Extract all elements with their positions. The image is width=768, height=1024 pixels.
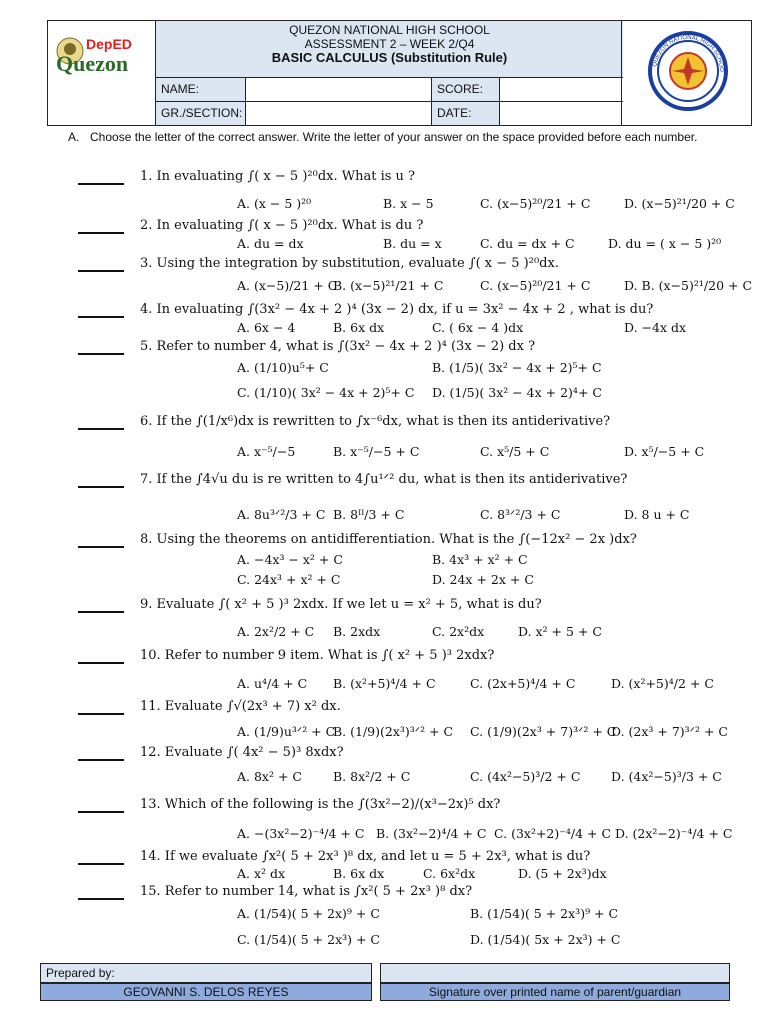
answer-blank[interactable] bbox=[78, 183, 124, 185]
date-label: DATE: bbox=[432, 102, 500, 125]
answer-blank[interactable] bbox=[78, 898, 124, 900]
answer-option: A. x⁻⁵/−5 bbox=[237, 444, 296, 459]
answer-blank[interactable] bbox=[78, 353, 124, 355]
answer-option: A. u⁴/4 + C bbox=[237, 676, 308, 691]
answer-blank[interactable] bbox=[78, 662, 124, 664]
question-stem: 13. Which of the following is the ∫(3x²−2)/(x³−2x)⁵ dx? bbox=[140, 797, 501, 812]
answer-option: C. (x−5)²⁰/21 + C bbox=[480, 278, 591, 293]
answer-option: A. (x−5)/21 + C bbox=[237, 278, 338, 293]
answer-option: C. 2x²dx bbox=[432, 624, 485, 639]
name-label: NAME: bbox=[156, 78, 246, 101]
answer-blank[interactable] bbox=[78, 270, 124, 272]
answer-blank[interactable] bbox=[78, 759, 124, 761]
question-stem: 1. In evaluating ∫( x − 5 )²⁰dx. What is u ? bbox=[140, 169, 416, 184]
answer-option: D. (2x³ + 7)³ᐟ² + C bbox=[611, 724, 728, 739]
answer-option: D. (5 + 2x³)dx bbox=[518, 866, 607, 881]
answer-option: A. −(3x²−2)⁻⁴/4 + C bbox=[237, 826, 365, 841]
question-stem: 15. Refer to number 14, what is ∫x²( 5 + 2x³ )⁸ dx? bbox=[140, 884, 473, 899]
answer-option: A. du = dx bbox=[237, 236, 304, 251]
question-stem: 10. Refer to number 9 item. What is ∫( x² + 5 )³ 2xdx? bbox=[140, 648, 495, 663]
answer-option: D. du = ( x − 5 )²⁰ bbox=[608, 236, 722, 251]
answer-option: C. (1/10)( 3x² − 4x + 2)⁵+ C bbox=[237, 385, 415, 400]
answer-option: C. (x−5)²⁰/21 + C bbox=[480, 196, 591, 211]
score-label: SCORE: bbox=[432, 78, 500, 101]
answer-option: D. x⁵/−5 + C bbox=[624, 444, 705, 459]
answer-option: C. du = dx + C bbox=[480, 236, 575, 251]
answer-blank[interactable] bbox=[78, 713, 124, 715]
answer-option: B. 8ᴵᴵ/3 + C bbox=[333, 507, 405, 522]
school-seal-logo bbox=[621, 21, 751, 125]
answer-option: C. ( 6x − 4 )dx bbox=[432, 320, 524, 335]
subject-title: BASIC CALCULUS (Substitution Rule) bbox=[271, 50, 508, 65]
section-label: GR./SECTION: bbox=[156, 102, 246, 125]
answer-option: A. (x − 5 )²⁰ bbox=[237, 196, 312, 211]
answer-blank[interactable] bbox=[78, 232, 124, 234]
answer-option: C. x⁵/5 + C bbox=[480, 444, 550, 459]
answer-option: C. (1/9)(2x³ + 7)³ᐟ² + C bbox=[470, 724, 617, 739]
answer-option: C. 8³ᐟ²/3 + C bbox=[480, 507, 561, 522]
name-field[interactable] bbox=[246, 78, 432, 101]
answer-option: A. (1/10)u⁵+ C bbox=[237, 360, 329, 375]
signature-field[interactable] bbox=[380, 963, 730, 983]
preparer-name: GEOVANNI S. DELOS REYES bbox=[40, 983, 372, 1001]
answer-option: D. 8 u + C bbox=[624, 507, 690, 522]
question-stem: 4. In evaluating ∫(3x² − 4x + 2 )⁴ (3x − 2) dx, if u = 3x² − 4x + 2 , what is du? bbox=[140, 302, 654, 317]
answer-option: D. (1/54)( 5x + 2x³) + C bbox=[470, 932, 621, 947]
answer-option: A. −4x³ − x² + C bbox=[237, 552, 343, 567]
answer-option: B. (x²+5)⁴/4 + C bbox=[333, 676, 436, 691]
answer-option: C. (2x+5)⁴/4 + C bbox=[470, 676, 576, 691]
deped-quezon-logo bbox=[48, 21, 156, 125]
answer-blank[interactable] bbox=[78, 863, 124, 865]
answer-blank[interactable] bbox=[78, 546, 124, 548]
question-stem: 9. Evaluate ∫( x² + 5 )³ 2xdx. If we let u = x² + 5, what is du? bbox=[140, 597, 542, 612]
answer-option: A. x² dx bbox=[237, 866, 286, 881]
answer-option: C. (3x²+2)⁻⁴/4 + C bbox=[494, 826, 612, 841]
title-block bbox=[156, 21, 623, 77]
answer-option: A. 8x² + C bbox=[237, 769, 302, 784]
answer-option: B. (1/54)( 5 + 2x³)⁹ + C bbox=[470, 906, 619, 921]
answer-option: C. (1/54)( 5 + 2x³) + C bbox=[237, 932, 380, 947]
answer-blank[interactable] bbox=[78, 486, 124, 488]
answer-option: D. −4x dx bbox=[624, 320, 687, 335]
name-score-row bbox=[156, 77, 623, 101]
signature-label: Signature over printed name of parent/guardian bbox=[380, 983, 730, 1001]
answer-option: A. (1/54)( 5 + 2x)⁹ + C bbox=[237, 906, 380, 921]
question-stem: 3. Using the integration by substitution, evaluate ∫( x − 5 )²⁰dx. bbox=[140, 256, 559, 271]
answer-option: B. (3x²−2)⁴/4 + C bbox=[376, 826, 487, 841]
answer-option: D. (1/5)( 3x² − 4x + 2)⁴+ C bbox=[432, 385, 602, 400]
school-name: QUEZON NATIONAL HIGH SCHOOL bbox=[289, 23, 490, 37]
section-date-row bbox=[156, 101, 623, 125]
score-field[interactable] bbox=[500, 78, 623, 101]
answer-option: B. (x−5)²¹/21 + C bbox=[333, 278, 444, 293]
logo-left-text: Quezon bbox=[56, 51, 129, 76]
answer-blank[interactable] bbox=[78, 316, 124, 318]
answer-option: A. (1/9)u³ᐟ² + C bbox=[237, 724, 336, 739]
answer-option: A. 8u³ᐟ²/3 + C bbox=[237, 507, 326, 522]
question-stem: 6. If the ∫(1/x⁶)dx is rewritten to ∫x⁻⁶dx, what is then its antiderivative? bbox=[140, 414, 611, 429]
answer-blank[interactable] bbox=[78, 428, 124, 430]
answer-option: B. (1/9)(2x³)³ᐟ² + C bbox=[333, 724, 454, 739]
answer-option: D. (2x²−2)⁻⁴/4 + C bbox=[615, 826, 733, 841]
prepared-by-label: Prepared by: bbox=[40, 963, 372, 983]
answer-option: C. (4x²−5)³/2 + C bbox=[470, 769, 581, 784]
question-stem: 5. Refer to number 4, what is ∫(3x² − 4x + 2 )⁴ (3x − 2) dx ? bbox=[140, 339, 536, 354]
answer-blank[interactable] bbox=[78, 611, 124, 613]
answer-option: B. 6x dx bbox=[333, 866, 385, 881]
answer-option: D. x² + 5 + C bbox=[518, 624, 602, 639]
answer-option: B. 2xdx bbox=[333, 624, 381, 639]
assessment-title: ASSESSMENT 2 – WEEK 2/Q4 bbox=[304, 37, 475, 51]
answer-option: C. 24x³ + x² + C bbox=[237, 572, 341, 587]
answer-option: B. x − 5 bbox=[383, 196, 434, 211]
question-stem: 14. If we evaluate ∫x²( 5 + 2x³ )⁸ dx, and let u = 5 + 2x³, what is du? bbox=[140, 849, 591, 864]
answer-option: B. 6x dx bbox=[333, 320, 385, 335]
question-stem: 2. In evaluating ∫( x − 5 )²⁰dx. What is du ? bbox=[140, 218, 424, 233]
answer-blank[interactable] bbox=[78, 811, 124, 813]
question-stem: 7. If the ∫4√u du is re written to 4∫u¹ᐟ² du, what is then its antiderivative? bbox=[140, 472, 628, 487]
answer-option: B. du = x bbox=[383, 236, 442, 251]
answer-option: D. B. (x−5)²¹/20 + C bbox=[624, 278, 753, 293]
header-table bbox=[47, 20, 752, 126]
answer-option: D. (x−5)²¹/20 + C bbox=[624, 196, 735, 211]
logo-left-top-text: DepED bbox=[86, 36, 132, 52]
answer-option: D. (4x²−5)³/3 + C bbox=[611, 769, 722, 784]
question-stem: 12. Evaluate ∫( 4x² − 5)³ 8xdx? bbox=[140, 745, 344, 760]
answer-option: A. 2x²/2 + C bbox=[237, 624, 315, 639]
seal-text: QUEZON NATIONAL HIGH SCHOO bbox=[652, 34, 725, 72]
answer-option: D. 24x + 2x + C bbox=[432, 572, 534, 587]
instructions-text: Choose the letter of the correct answer. Write the letter of your answer on the space provided before each number. bbox=[90, 130, 698, 144]
question-stem: 11. Evaluate ∫√(2x³ + 7) x² dx. bbox=[140, 699, 341, 714]
answer-option: A. 6x − 4 bbox=[237, 320, 296, 335]
instructions bbox=[70, 129, 720, 145]
answer-option: B. x⁻⁵/−5 + C bbox=[333, 444, 420, 459]
date-field[interactable] bbox=[500, 102, 623, 125]
section-letter: A. bbox=[68, 130, 80, 144]
section-field[interactable] bbox=[246, 102, 432, 125]
answer-option: B. 8x²/2 + C bbox=[333, 769, 411, 784]
answer-option: D. (x²+5)⁴/2 + C bbox=[611, 676, 714, 691]
answer-option: B. (1/5)( 3x² − 4x + 2)⁵+ C bbox=[432, 360, 602, 375]
answer-option: B. 4x³ + x² + C bbox=[432, 552, 528, 567]
answer-option: C. 6x²dx bbox=[423, 866, 476, 881]
question-stem: 8. Using the theorems on antidifferentiation. What is the ∫(−12x² − 2x )dx? bbox=[140, 532, 637, 547]
